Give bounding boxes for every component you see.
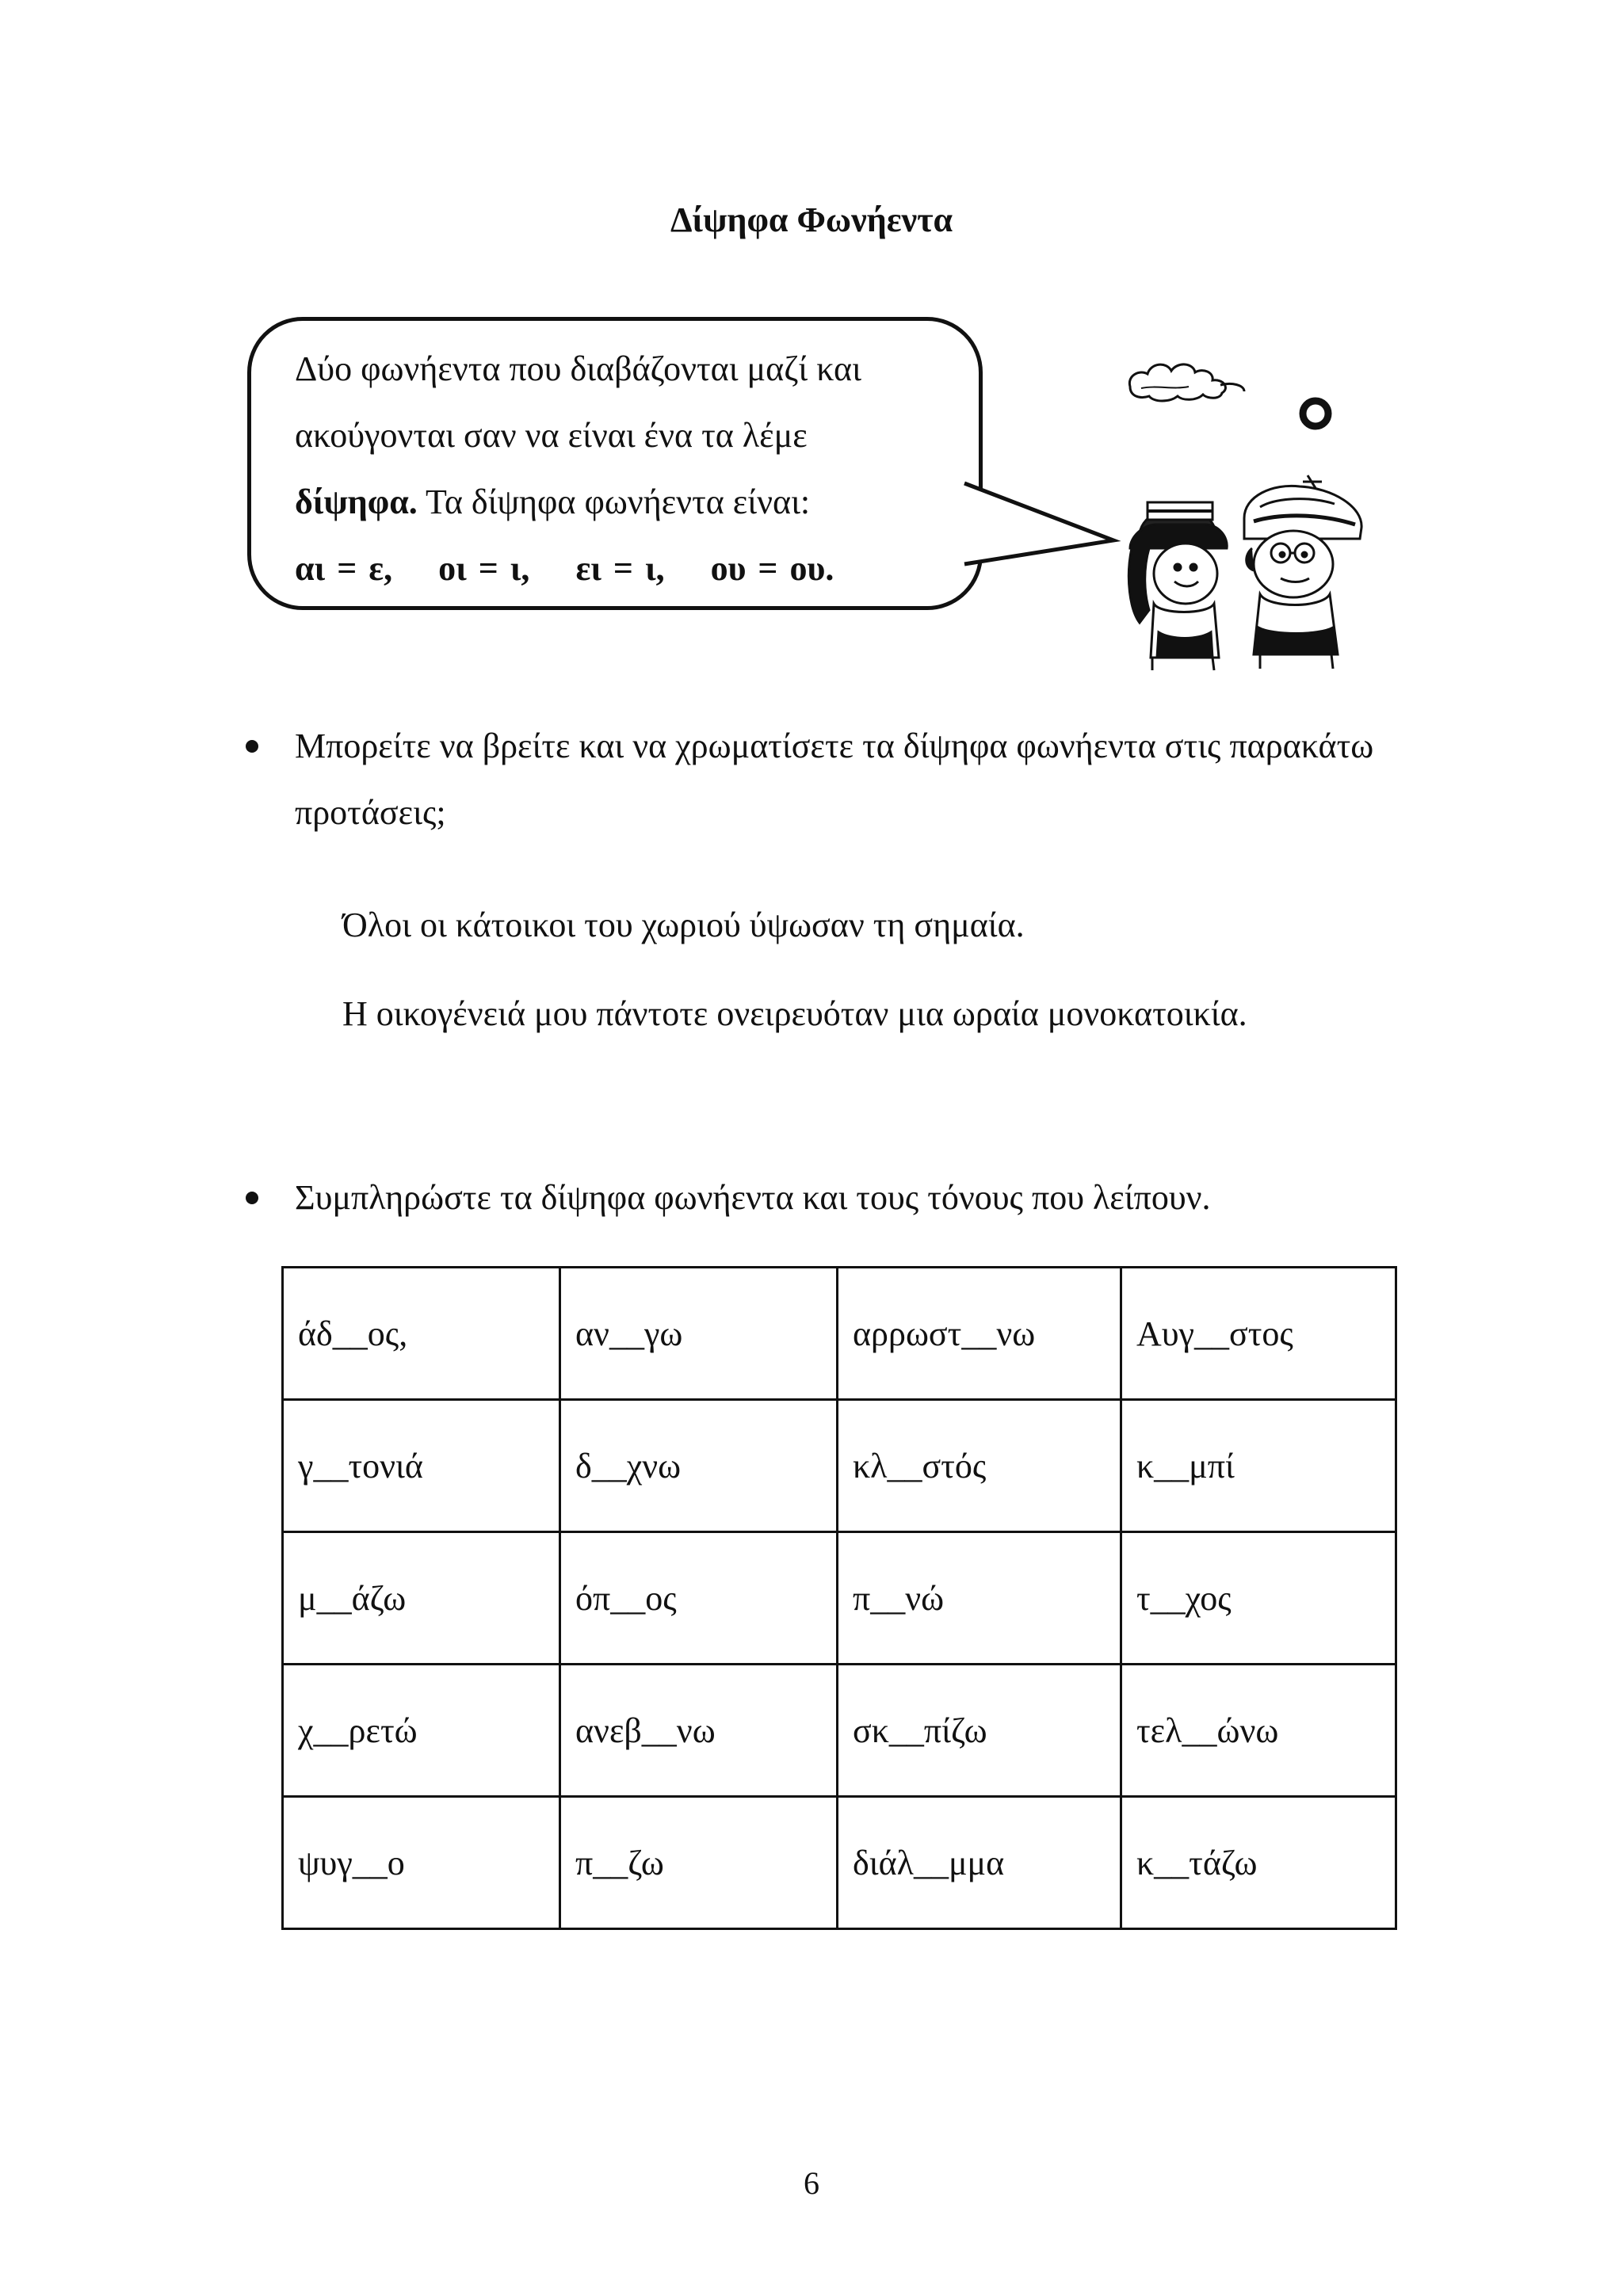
table-cell: διάλ__μμα [838,1797,1121,1929]
table-cell: αν__γω [560,1268,838,1400]
table-cell: ψυγ__ο [283,1797,560,1929]
child-right [1244,475,1361,669]
table-row [283,1532,1396,1665]
sun-icon [1303,401,1328,426]
bullet-icon [246,1192,258,1204]
table-cell: κ__τάζω [1121,1797,1396,1929]
info-line-2: ακούγονται σαν να είναι ένα τα λέμε [295,416,808,455]
info-bold-term: δίψηφα. [295,482,418,521]
table-cell: π__ζω [560,1797,838,1929]
table-row [283,1400,1396,1532]
formula-ei: ει = ι, [575,549,665,588]
formula-ai: αι = ε, [295,549,393,588]
table-cell: κλ__στός [838,1400,1121,1532]
table-cell: άδ__ος, [283,1268,560,1400]
exercise-1-sentence-1: Όλοι οι κάτοικοι του χωριού ύψωσαν τη σημαία. [342,906,1025,944]
formula-ou: ου = ου. [710,549,834,588]
table-cell: τελ__ώνω [1121,1665,1396,1797]
table-cell: χ__ρετώ [283,1665,560,1797]
table-cell: ανεβ__νω [560,1665,838,1797]
info-line-3-rest: Τα δίψηφα φωνήεντα είναι: [417,482,811,521]
table-cell: γ__τονιά [283,1400,560,1532]
cloud-icon [1129,364,1244,401]
table-cell: σκ__πίζω [838,1665,1121,1797]
page-number: 6 [804,2165,819,2201]
table-cell: αρρωστ__νω [838,1268,1121,1400]
table-cell: π__νώ [838,1532,1121,1665]
info-line-1: Δύο φωνήεντα που διαβάζονται μαζί και [295,349,861,388]
table-cell: τ__χος [1121,1532,1396,1665]
diphthong-formulas [295,536,992,602]
table-row [283,1797,1396,1929]
table-row [283,1268,1396,1400]
exercise-1-sentence-2: Η οικογένειά μου πάντοτε ονειρευόταν μια ωραία μονοκατοικία. [342,994,1247,1033]
table-cell: Αυγ__στος [1121,1268,1396,1400]
table-cell: όπ__ος [560,1532,838,1665]
bullet-icon [246,740,258,753]
formula-oi: οι = ι, [438,549,530,588]
child-left [1128,502,1227,670]
table-cell: δ__χνω [560,1400,838,1532]
table-cell: κ__μπί [1121,1400,1396,1532]
info-line-3 [295,469,992,536]
page-title: Δίψηφα Φωνήεντα [670,200,953,239]
table-cell: μ__άζω [283,1532,560,1665]
children-cartoon-illustration [1125,341,1395,673]
table-row [283,1665,1396,1797]
info-text [295,336,992,602]
fill-in-table [281,1266,1397,1930]
